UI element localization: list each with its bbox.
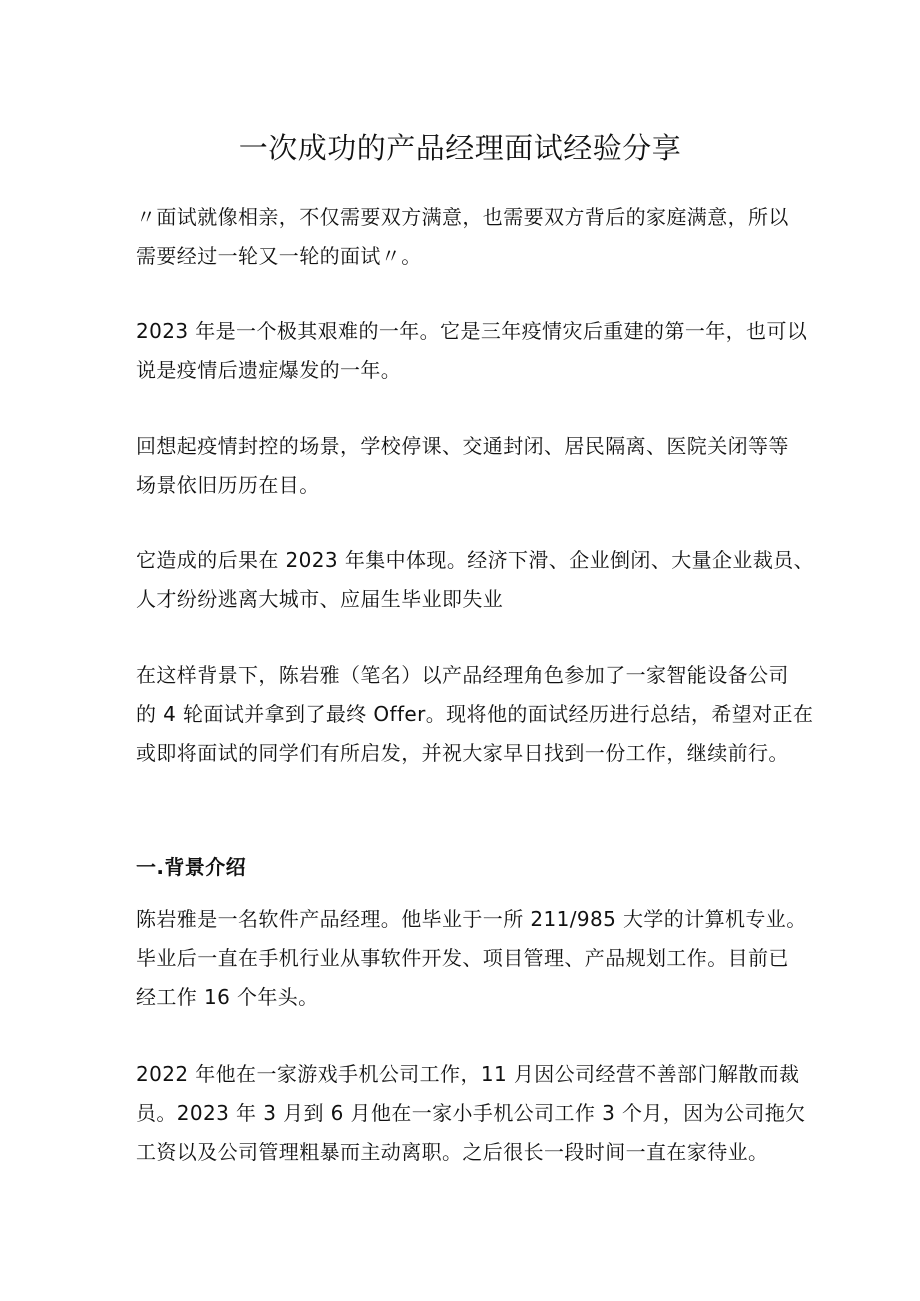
paragraph-line: 毕业后一直在手机行业从事软件开发、项目管理、产品规划工作。目前已 — [136, 946, 789, 970]
paragraph-line: 工资以及公司管理粗暴而主动离职。之后很长一段时间一直在家待业。 — [136, 1140, 769, 1164]
paragraph-2023-intro — [136, 312, 808, 390]
paragraph-line: 回想起疫情封控的场景，学校停课、交通封闭、居民隔离、医院关闭等等 — [136, 434, 789, 458]
paragraph-lockdown-memory — [136, 427, 788, 505]
section-heading-background: 一.背景介绍 — [136, 855, 246, 879]
paragraph-line: 经工作 16 个年头。 — [136, 985, 319, 1009]
paragraph-line: 需要经过一轮又一轮的面试〃。 — [136, 244, 422, 268]
paragraph-work-history — [136, 1055, 806, 1172]
paragraph-line: 人才纷纷逃离大城市、应届生毕业即失业 — [136, 587, 504, 611]
paragraph-line: 2023 年是一个极其艰难的一年。它是三年疫情灾后重建的第一年，也可以 — [136, 319, 808, 343]
paragraph-line: 2022 年他在一家游戏手机公司工作，11 月因公司经营不善部门解散而裁 — [136, 1062, 800, 1086]
paragraph-line: 或即将面试的同学们有所启发，并祝大家早日找到一份工作，继续前行。 — [136, 741, 789, 765]
paragraph-line: 〃面试就像相亲，不仅需要双方满意，也需要双方背后的家庭满意，所以 — [136, 205, 789, 229]
paragraph-profile — [136, 900, 807, 1017]
paragraph-line: 陈岩雅是一名软件产品经理。他毕业于一所 211/985 大学的计算机专业。 — [136, 907, 807, 931]
paragraph-consequences — [136, 541, 815, 619]
paragraph-line: 说是疫情后遗症爆发的一年。 — [136, 358, 402, 382]
paragraph-line: 的 4 轮面试并拿到了最终 Offer。现将他的面试经历进行总结，希望对正在 — [136, 702, 814, 726]
document-title: 一次成功的产品经理面试经验分享 — [238, 131, 682, 165]
paragraph-line: 它造成的后果在 2023 年集中体现。经济下滑、企业倒闭、大量企业裁员、 — [136, 548, 815, 572]
paragraph-line: 场景依旧历历在目。 — [136, 473, 320, 497]
paragraph-line: 在这样背景下，陈岩雅（笔名）以产品经理角色参加了一家智能设备公司 — [136, 663, 789, 687]
paragraph-quote — [136, 198, 788, 276]
paragraph-background-summary — [136, 656, 814, 773]
paragraph-line: 员。2023 年 3 月到 6 月他在一家小手机公司工作 3 个月，因为公司拖欠 — [136, 1101, 806, 1125]
